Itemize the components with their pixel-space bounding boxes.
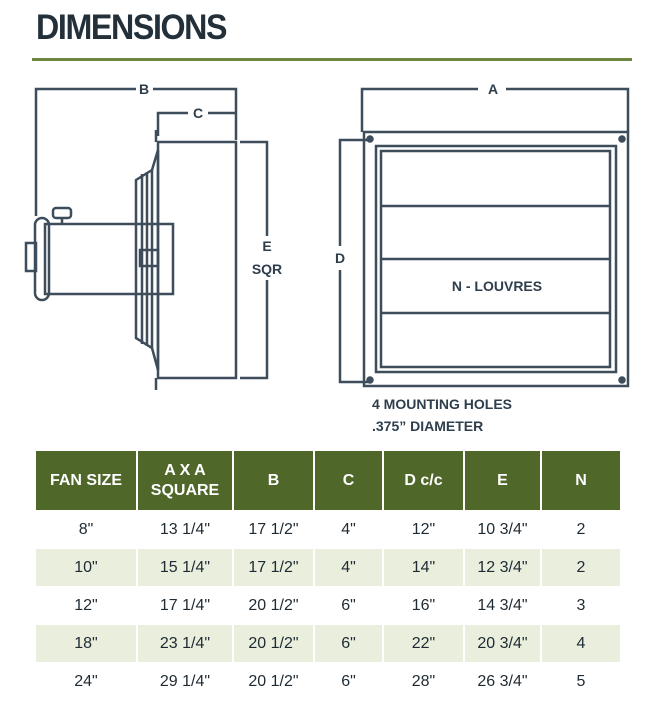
page-title: DIMENSIONS (36, 8, 227, 47)
cell-a-square: 13 1/4" (137, 511, 233, 549)
cell-fan-size: 8" (36, 511, 137, 549)
fan-housing-side (158, 142, 236, 378)
cell-b: 17 1/2" (233, 549, 314, 587)
header-b: B (233, 451, 314, 511)
cell-n: 3 (541, 587, 620, 625)
cell-n: 2 (541, 549, 620, 587)
cell-b: 20 1/2" (233, 625, 314, 663)
label-b: B (138, 81, 150, 97)
note-mounting-holes: 4 MOUNTING HOLES (372, 396, 513, 412)
cell-a-square: 15 1/4" (137, 549, 233, 587)
cell-fan-size: 24" (36, 663, 137, 701)
cell-e: 10 3/4" (464, 511, 541, 549)
cell-e: 12 3/4" (464, 549, 541, 587)
cell-e: 20 3/4" (464, 625, 541, 663)
cell-n: 5 (541, 663, 620, 701)
cell-c: 6" (314, 625, 383, 663)
cell-b: 20 1/2" (233, 587, 314, 625)
header-n: N (541, 451, 620, 511)
note-diameter: .375” DIAMETER (372, 418, 484, 434)
label-e: E (262, 238, 272, 254)
cell-c: 6" (314, 663, 383, 701)
cell-c: 4" (314, 511, 383, 549)
dimension-e-line (240, 142, 267, 378)
cell-d: 14" (383, 549, 464, 587)
cell-a-square: 17 1/4" (137, 587, 233, 625)
header-e: E (464, 451, 541, 511)
cell-d: 16" (383, 587, 464, 625)
cell-fan-size: 18" (36, 625, 137, 663)
title-rule (32, 58, 632, 61)
cell-d: 12" (383, 511, 464, 549)
dimension-drawing (0, 62, 663, 392)
label-c: C (192, 105, 204, 121)
table-header-row (36, 451, 620, 511)
cell-c: 4" (314, 549, 383, 587)
table-row (36, 587, 620, 625)
cell-e: 14 3/4" (464, 587, 541, 625)
louvre-dividers (381, 206, 610, 313)
dimensions-table (36, 451, 620, 700)
cell-c: 6" (314, 587, 383, 625)
cell-n: 4 (541, 625, 620, 663)
header-d-cc: D c/c (383, 451, 464, 511)
cell-b: 20 1/2" (233, 663, 314, 701)
table-row (36, 511, 620, 549)
cell-fan-size: 12" (36, 587, 137, 625)
table-row (36, 549, 620, 587)
label-louvres: N - LOUVRES (451, 278, 543, 294)
header-c: C (314, 451, 383, 511)
label-e-sqr: SQR (251, 261, 283, 277)
cell-n: 2 (541, 511, 620, 549)
cell-d: 28" (383, 663, 464, 701)
header-fan-size: FAN SIZE (36, 451, 137, 511)
label-d: D (334, 250, 346, 266)
cell-fan-size: 10" (36, 549, 137, 587)
cell-d: 22" (383, 625, 464, 663)
label-a: A (487, 81, 499, 97)
header-a-square: A X A SQUARE (137, 451, 233, 511)
cell-a-square: 23 1/4" (137, 625, 233, 663)
cell-b: 17 1/2" (233, 511, 314, 549)
cell-a-square: 29 1/4" (137, 663, 233, 701)
table-row (36, 625, 620, 663)
table-row (36, 663, 620, 701)
cell-e: 26 3/4" (464, 663, 541, 701)
